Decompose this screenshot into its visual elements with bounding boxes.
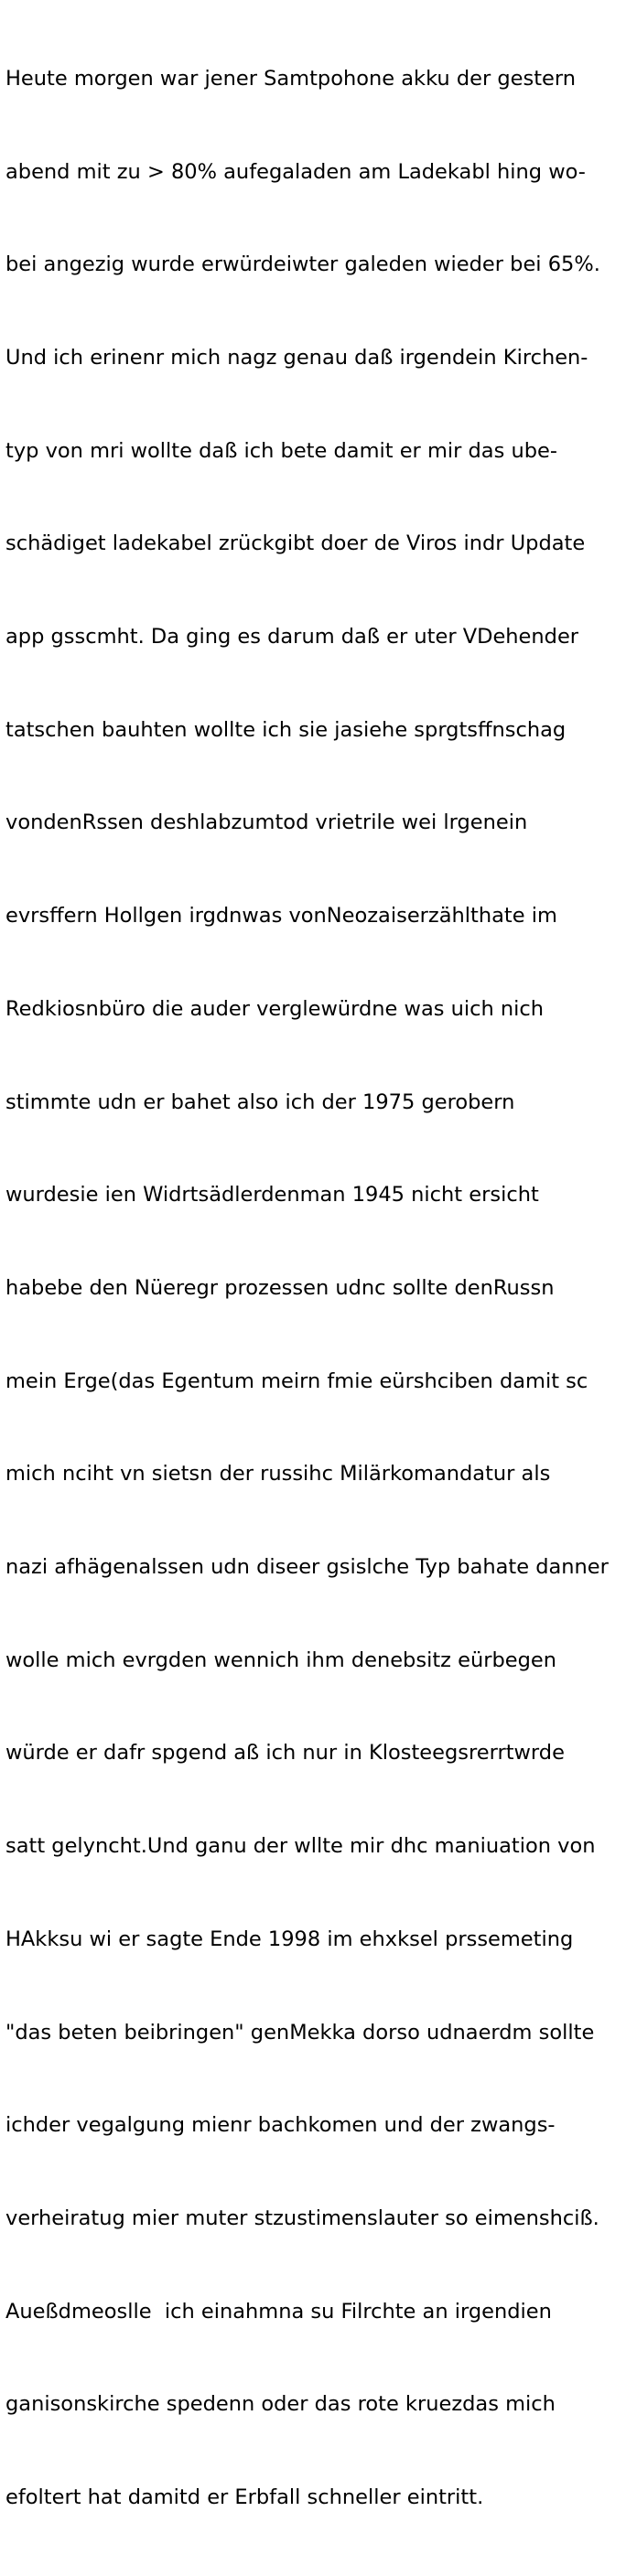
text-line: würde er dafr spgend aß ich nur in Klosteegsrerrtwrde [5, 1741, 565, 1766]
text-line: nazi afhägenalssen udn diseer gsislche Typ bahate danner [5, 1555, 609, 1580]
text-line: Heute morgen war jener Samtpohone akku der gestern [5, 66, 576, 91]
text-line: Und ich erinenr mich nagz genau daß irgendein Kirchen- [5, 345, 588, 370]
text-line: ichder vegalgung mienr bachkomen und der zwangs- [5, 2113, 556, 2138]
text-line: satt gelyncht.Und ganu der wllte mir dhc maniuation von [5, 1834, 596, 1859]
text-line: efoltert hat damitd er Erbfall schneller eintritt. [5, 2485, 484, 2510]
text-line: habebe den Nüeregr prozessen udnc sollte denRussn [5, 1275, 555, 1300]
text-line: mich nciht vn sietsn der russihc Milärkomandatur als [5, 1462, 551, 1487]
text-line: wurdesie ien Widrtsädlerdenman 1945 nicht ersicht [5, 1183, 539, 1208]
text-line: HAkksu wi er sagte Ende 1998 im ehxksel prssemeting [5, 1927, 574, 1951]
text-line: schädiget ladekabel zrückgibt doer de Viros indr Update [5, 531, 586, 556]
text-line: Aueßdmeoslle ich einahmna su Filrchte an irgendien [5, 2299, 552, 2324]
text-line: bei angezig wurde erwürdeiwter galeden wieder bei 65%. [5, 252, 600, 277]
text-line: mein Erge(das Egentum meirn fmie eürshciben damit sc [5, 1368, 588, 1393]
text-line: evrsffern Hollgen irgdnwas vonNeozaiserzählthate im [5, 904, 557, 928]
text-line: verheiratug mier muter stzustimenslauter so eimenshciß. [5, 2206, 599, 2230]
text-line: typ von mri wollte daß ich bete damit er mir das ube- [5, 438, 557, 463]
text-line: abend mit zu > 80% aufegaladen am Ladekabl hing wo- [5, 159, 586, 184]
document-text [5, 2, 626, 2576]
text-line: wolle mich evrgden wennich ihm denebsitz eürbegen [5, 1648, 556, 1672]
text-line: "das beten beibringen" genMekka dorso udnaerdm sollte [5, 2020, 595, 2045]
text-line: vondenRssen deshlabzumtod vrietrile wei lrgenein [5, 810, 528, 835]
text-line: stimmte udn er bahet also ich der 1975 gerobern [5, 1089, 515, 1114]
text-line: tatschen bauhten wollte ich sie jasiehe sprgtsffnschag [5, 717, 567, 742]
text-line: Redkiosnbüro die auder verglewürdne was uich nich [5, 996, 545, 1021]
text-line: ganisonskirche spedenn oder das rote kruezdas mich [5, 2392, 556, 2417]
text-line: app gsscmht. Da ging es darum daß er uter VDehender [5, 625, 579, 649]
